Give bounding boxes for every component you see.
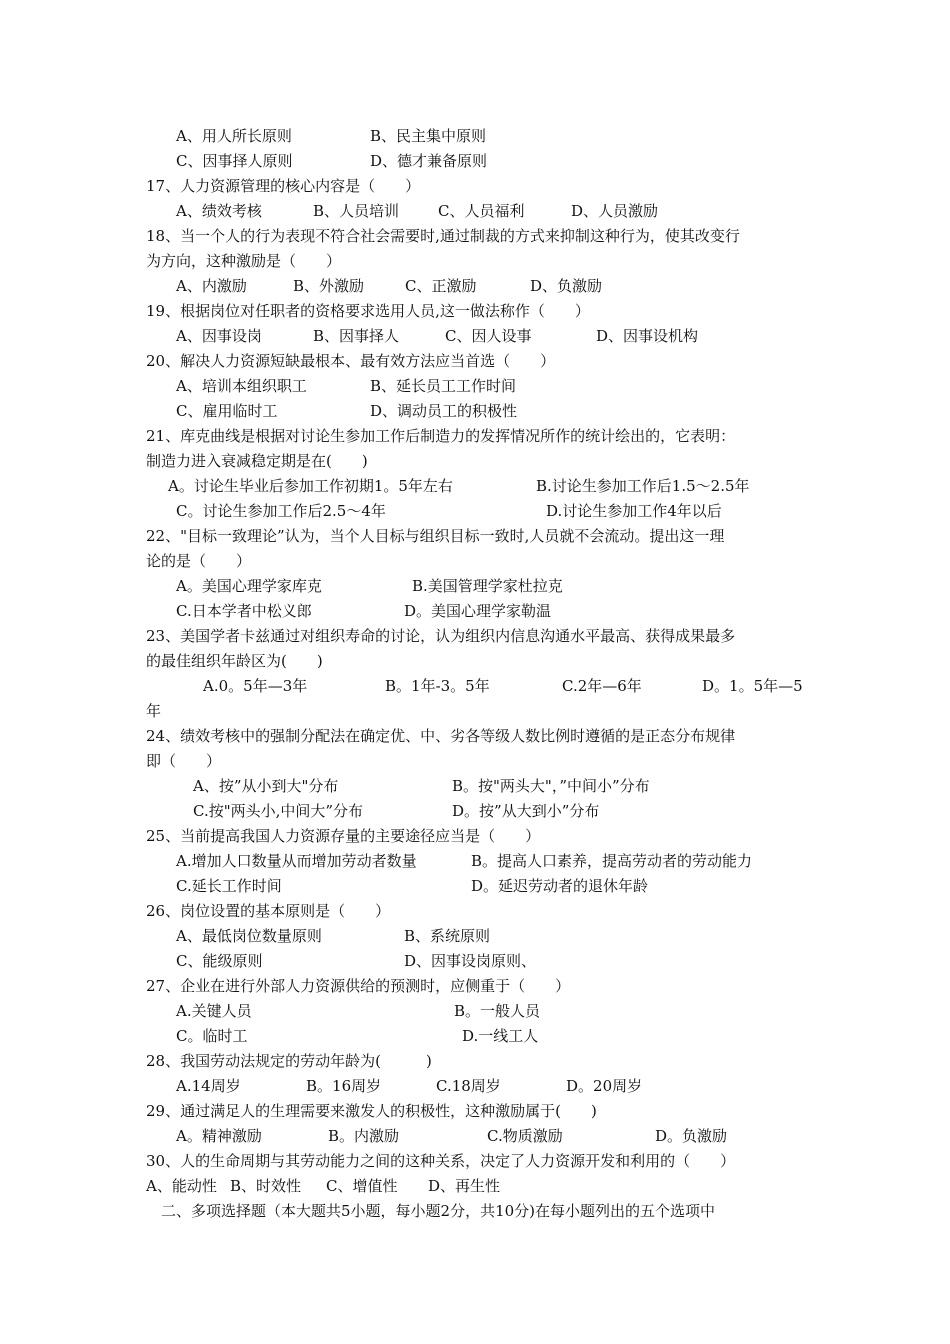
text-segment: A.关键人员 bbox=[176, 1002, 252, 1020]
text-line bbox=[0, 224, 950, 249]
text-line bbox=[0, 749, 950, 774]
text-segment: 18、当一个人的行为表现不符合社会需要时,通过制裁的方式来抑制这种行为，使其改变行 bbox=[146, 227, 740, 245]
text-segment: C.2年—6年 bbox=[562, 677, 642, 695]
text-segment: B。1年-3。5年 bbox=[385, 677, 490, 695]
text-line bbox=[0, 1099, 950, 1124]
text-segment: D。1。5年—5 bbox=[702, 677, 803, 695]
text-segment: D.一线工人 bbox=[462, 1027, 539, 1045]
text-segment: 28、我国劳动法规定的劳动年龄为( ) bbox=[146, 1052, 432, 1070]
text-line bbox=[0, 824, 950, 849]
text-segment: 29、通过满足人的生理需要来激发人的积极性，这种激励属于( ) bbox=[146, 1102, 597, 1120]
text-line bbox=[0, 849, 950, 874]
text-segment: C、因人设事 bbox=[445, 327, 532, 345]
text-segment: A、因事设岗 bbox=[176, 327, 262, 345]
text-line bbox=[0, 674, 950, 699]
text-segment: C.物质激励 bbox=[487, 1127, 563, 1145]
text-line bbox=[0, 199, 950, 224]
text-segment: B.美国管理学家杜拉克 bbox=[412, 577, 563, 595]
text-segment: A。美国心理学家库克 bbox=[176, 577, 322, 595]
text-line bbox=[0, 249, 950, 274]
text-line bbox=[0, 1174, 950, 1199]
text-line bbox=[0, 799, 950, 824]
text-segment: B、外激励 bbox=[293, 277, 365, 295]
text-segment: C.日本学者中松义郎 bbox=[176, 602, 312, 620]
text-segment: B。按"两头大"，”中间小”分布 bbox=[452, 777, 650, 795]
text-line bbox=[0, 574, 950, 599]
text-line bbox=[0, 299, 950, 324]
text-line bbox=[0, 424, 950, 449]
text-line bbox=[0, 349, 950, 374]
text-line bbox=[0, 549, 950, 574]
text-segment: A、内激励 bbox=[176, 277, 247, 295]
text-segment: A.14周岁 bbox=[176, 1077, 241, 1095]
text-line bbox=[0, 724, 950, 749]
text-segment: D。负激励 bbox=[655, 1127, 728, 1145]
text-segment: D。20周岁 bbox=[566, 1077, 643, 1095]
text-segment: 20、解决人力资源短缺最根本、最有效方法应当首选（ ） bbox=[146, 352, 556, 370]
text-segment: A.0。5年—3年 bbox=[203, 677, 308, 695]
text-segment: B、人员培训 bbox=[313, 202, 400, 220]
text-segment: A、按”从小到大"分布 bbox=[193, 777, 339, 795]
text-line bbox=[0, 1124, 950, 1149]
text-line bbox=[0, 999, 950, 1024]
text-line bbox=[0, 399, 950, 424]
text-segment: 的最佳组织年龄区为( ) bbox=[146, 652, 323, 670]
text-segment: 21、库克曲线是根据对讨论生参加工作后制造力的发挥情况所作的统计绘出的，它表明： bbox=[146, 427, 736, 445]
text-segment: C、因事择人原则 bbox=[176, 152, 293, 170]
text-line bbox=[0, 524, 950, 549]
text-segment: D。美国心理学家勒温 bbox=[404, 602, 552, 620]
text-segment: 26、岗位设置的基本原则是（ ） bbox=[146, 902, 391, 920]
text-segment: C.18周岁 bbox=[436, 1077, 501, 1095]
text-segment: 为方向，这种激励是（ ） bbox=[146, 252, 342, 270]
text-segment: B.讨论生参加工作后1.5～2.5年 bbox=[536, 477, 750, 495]
text-line bbox=[0, 474, 950, 499]
text-segment: B。16周岁 bbox=[306, 1077, 382, 1095]
text-segment: C、正激励 bbox=[405, 277, 477, 295]
text-segment: B、系统原则 bbox=[404, 927, 491, 945]
text-segment: 19、根据岗位对任职者的资格要求选用人员,这一做法称作（ ） bbox=[146, 302, 590, 320]
text-line bbox=[0, 449, 950, 474]
text-segment: C、能级原则 bbox=[176, 952, 263, 970]
text-segment: C。临时工 bbox=[176, 1027, 248, 1045]
text-segment: 22、"目标一致理论”认为，当个人目标与组织目标一致时,人员就不会流动。提出这一理 bbox=[146, 527, 725, 545]
text-line bbox=[0, 1024, 950, 1049]
text-segment: B。一般人员 bbox=[454, 1002, 541, 1020]
text-segment: B。提高人口素养，提高劳动者的劳动能力 bbox=[471, 852, 753, 870]
text-segment: 24、绩效考核中的强制分配法在确定优、中、劣各等级人数比例时遵循的是正态分布规律 bbox=[146, 727, 736, 745]
text-segment: A。讨论生毕业后参加工作初期1。5年左右 bbox=[168, 477, 453, 495]
text-line bbox=[0, 649, 950, 674]
text-line bbox=[0, 1149, 950, 1174]
text-segment: D、负激励 bbox=[530, 277, 603, 295]
text-line bbox=[0, 599, 950, 624]
text-segment: B、民主集中原则 bbox=[370, 127, 487, 145]
text-line bbox=[0, 624, 950, 649]
text-segment: 27、企业在进行外部人力资源供给的预测时，应侧重于（ ） bbox=[146, 977, 571, 995]
text-segment: D。延迟劳动者的退休年龄 bbox=[471, 877, 649, 895]
text-segment: D、因事设岗原则、 bbox=[404, 952, 537, 970]
text-segment: 30、人的生命周期与其劳动能力之间的这种关系，决定了人力资源开发和利用的（ ） bbox=[146, 1152, 736, 1170]
text-line bbox=[0, 1199, 950, 1224]
text-segment: B。内激励 bbox=[328, 1127, 400, 1145]
text-segment: A、能动性 bbox=[146, 1177, 217, 1195]
text-segment: A.增加人口数量从而增加劳动者数量 bbox=[176, 852, 417, 870]
text-segment: D、德才兼备原则 bbox=[370, 152, 488, 170]
text-segment: 二、多项选择题（本大题共5小题，每小题2分，共10分)在每小题列出的五个选项中 bbox=[161, 1202, 716, 1220]
text-segment: A、绩效考核 bbox=[176, 202, 262, 220]
text-segment: C、增值性 bbox=[326, 1177, 398, 1195]
text-segment: D.讨论生参加工作4年以后 bbox=[546, 502, 722, 520]
text-segment: 17、人力资源管理的核心内容是（ ） bbox=[146, 177, 421, 195]
text-line bbox=[0, 1074, 950, 1099]
text-line bbox=[0, 924, 950, 949]
text-line bbox=[0, 774, 950, 799]
text-line bbox=[0, 174, 950, 199]
text-segment: 制造力进入衰减稳定期是在( ) bbox=[146, 452, 368, 470]
text-line bbox=[0, 499, 950, 524]
text-segment: A、用人所长原则 bbox=[176, 127, 292, 145]
text-line bbox=[0, 149, 950, 174]
text-segment: D、人员激励 bbox=[571, 202, 659, 220]
text-segment: A、培训本组织职工 bbox=[176, 377, 307, 395]
text-segment: B、时效性 bbox=[230, 1177, 302, 1195]
text-line bbox=[0, 699, 950, 724]
text-line bbox=[0, 899, 950, 924]
text-segment: 年 bbox=[146, 702, 162, 720]
text-line bbox=[0, 124, 950, 149]
text-line bbox=[0, 974, 950, 999]
text-line bbox=[0, 324, 950, 349]
text-segment: C、人员福利 bbox=[438, 202, 525, 220]
text-segment: D、调动员工的积极性 bbox=[370, 402, 518, 420]
text-segment: B、延长员工工作时间 bbox=[370, 377, 517, 395]
text-segment: D。按”从大到小”分布 bbox=[452, 802, 600, 820]
text-segment: C。讨论生参加工作后2.5～4年 bbox=[176, 502, 386, 520]
text-segment: D、因事设机构 bbox=[596, 327, 699, 345]
text-segment: 25、当前提高我国人力资源存量的主要途径应当是（ ） bbox=[146, 827, 541, 845]
text-segment: B、因事择人 bbox=[313, 327, 400, 345]
text-segment: D、再生性 bbox=[428, 1177, 501, 1195]
text-segment: C.延长工作时间 bbox=[176, 877, 282, 895]
text-line bbox=[0, 874, 950, 899]
text-line bbox=[0, 949, 950, 974]
text-line bbox=[0, 1049, 950, 1074]
text-segment: C.按"两头小,中间大”分布 bbox=[193, 802, 364, 820]
text-line bbox=[0, 374, 950, 399]
text-segment: A。精神激励 bbox=[176, 1127, 262, 1145]
text-segment: 即（ ） bbox=[146, 752, 222, 770]
text-segment: A、最低岗位数量原则 bbox=[176, 927, 322, 945]
text-line bbox=[0, 274, 950, 299]
text-segment: 论的是（ ） bbox=[146, 552, 252, 570]
text-segment: C、雇用临时工 bbox=[176, 402, 278, 420]
text-segment: 23、美国学者卡兹通过对组织寿命的讨论，认为组织内信息沟通水平最高、获得成果最多 bbox=[146, 627, 736, 645]
